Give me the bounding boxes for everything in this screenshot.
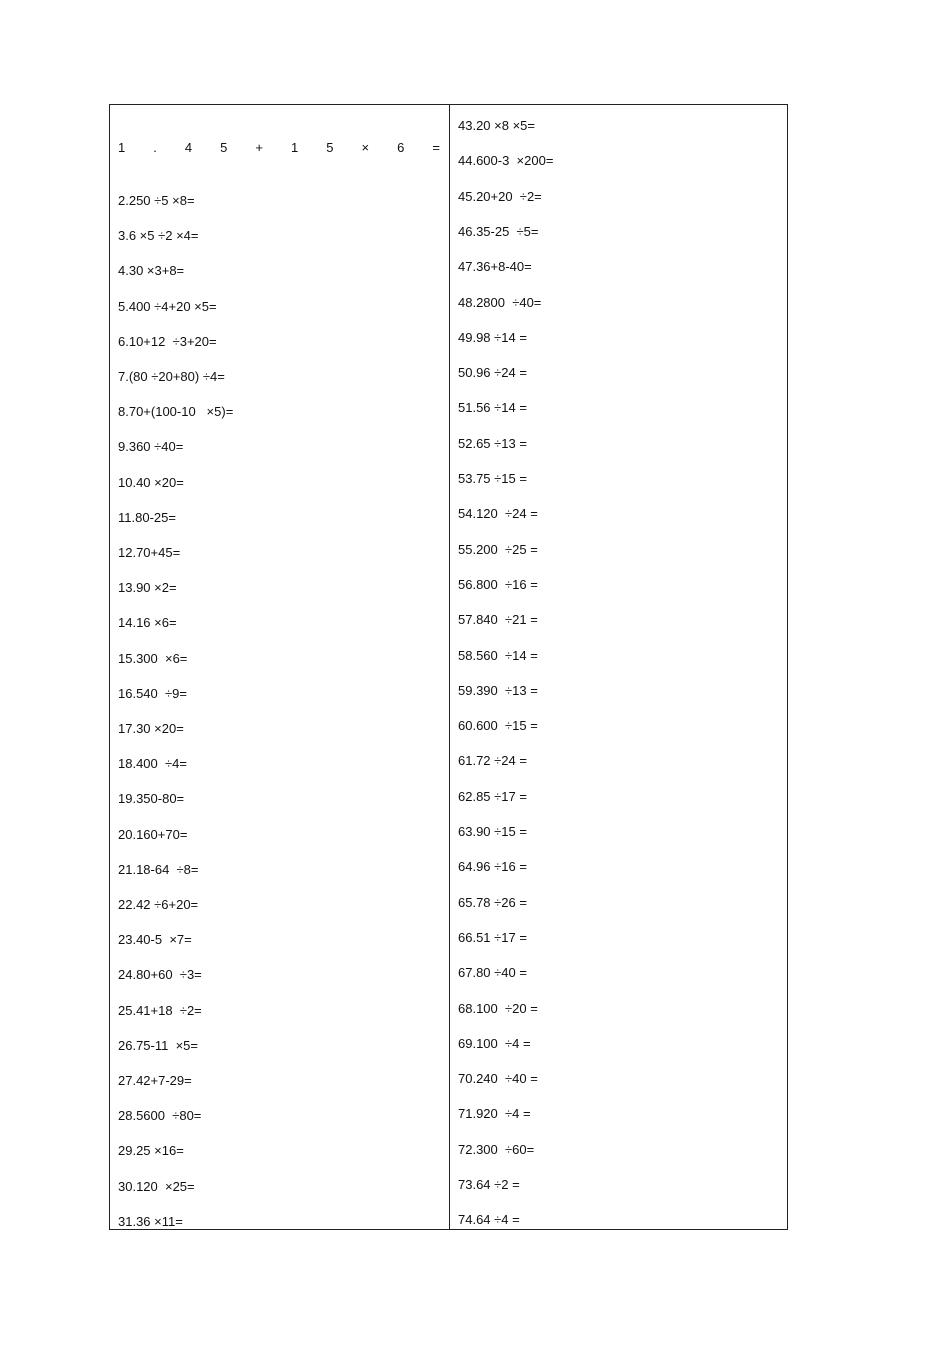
worksheet-table [109,104,788,1230]
problem-item: 13.90 ×2= [118,580,177,596]
problem-item: 18.400 ÷4= [118,756,187,772]
problem-item: 6.10+12 ÷3+20= [118,333,217,349]
problem-item: 72.300 ÷60= [458,1141,535,1157]
problem-item: 44.600-3 ×200= [458,153,554,169]
problem-item: 29.25 ×16= [118,1143,184,1159]
problem-item: 58.560 ÷14 = [458,647,538,663]
problem-item: 68.100 ÷20 = [458,1000,538,1016]
problem-item: 23.40-5 ×7= [118,932,192,948]
problem-item: 71.920 ÷4 = [458,1106,531,1122]
problem-item: 24.80+60 ÷3= [118,967,202,983]
problem-item: 63.90 ÷15 = [458,824,527,839]
problem-1-char: + [255,140,263,155]
problem-item: 8.70+(100-10 ×5)= [118,404,234,420]
problem-item: 59.390 ÷13 = [458,682,538,698]
problem-item: 73.64 ÷2 = [458,1177,520,1192]
problem-item: 14.16 ×6= [118,615,177,631]
problem-1-char: = [432,140,440,155]
problem-item: 56.800 ÷16 = [458,576,538,592]
problem-item: 50.96 ÷24 = [458,365,527,381]
problem-item: 45.20+20 ÷2= [458,188,542,204]
problem-item: 15.300 ×6= [118,650,188,666]
problem-item: 74.64 ÷4 = [458,1212,520,1228]
problem-item: 3.6 ×5 ÷2 ×4= [118,228,199,244]
problem-item: 52.65 ÷13 = [458,435,527,451]
problem-item: 49.98 ÷14 = [458,329,527,345]
problem-item: 70.240 ÷40 = [458,1071,538,1087]
problem-item: 53.75 ÷15 = [458,471,527,486]
problem-item: 22.42 ÷6+20= [118,897,199,912]
problem-item: 21.18-64 ÷8= [118,861,199,877]
problem-item: 55.200 ÷25 = [458,541,538,557]
problem-1-char: 6 [397,140,405,155]
problem-item: 43.20 ×8 ×5= [458,118,535,133]
problem-item: 2.250 ÷5 ×8= [118,193,195,208]
problem-1-char: 1 [118,140,126,155]
problem-1 [118,140,440,156]
problem-item: 57.840 ÷21 = [458,612,538,628]
problem-item: 66.51 ÷17 = [458,929,527,945]
problem-item: 27.42+7-29= [118,1073,192,1088]
problem-1-char: . [153,140,157,155]
problem-item: 17.30 ×20= [118,721,184,736]
problem-item: 11.80-25= [118,509,176,525]
problem-item: 26.75-11 ×5= [118,1037,198,1053]
problem-1-char: 5 [220,140,228,155]
problem-item: 64.96 ÷16 = [458,859,527,875]
problem-item: 20.160+70= [118,826,188,842]
problem-item: 69.100 ÷4 = [458,1035,531,1051]
problem-item: 65.78 ÷26 = [458,894,527,910]
problem-item: 4.30 ×3+8= [118,263,185,279]
problem-item: 10.40 ×20= [118,474,184,490]
problem-item: 7.(80 ÷20+80) ÷4= [118,369,225,384]
problem-item: 54.120 ÷24 = [458,506,538,522]
problem-item: 67.80 ÷40 = [458,965,527,981]
problem-item: 19.350-80= [118,791,185,807]
problem-item: 28.5600 ÷80= [118,1108,202,1124]
problem-item: 46.35-25 ÷5= [458,223,539,239]
problem-item: 61.72 ÷24 = [458,753,527,769]
column-divider [449,105,450,1229]
problem-item: 31.36 ×11= [118,1213,183,1229]
problem-1-char: 1 [291,140,299,155]
problem-item: 47.36+8-40= [458,259,532,275]
problem-item: 51.56 ÷14 = [458,400,527,416]
problem-item: 48.2800 ÷40= [458,294,542,310]
problem-item: 9.360 ÷40= [118,439,184,455]
problem-1-char: 5 [326,140,334,155]
problem-1-char: 4 [184,140,193,155]
problem-item: 16.540 ÷9= [118,685,187,701]
problem-item: 5.400 ÷4+20 ×5= [118,298,217,314]
problem-item: 25.41+18 ÷2= [118,1002,202,1018]
problem-item: 12.70+45= [118,545,181,560]
problem-1-char: × [361,140,370,155]
problem-item: 30.120 ×25= [118,1178,195,1194]
problem-item: 62.85 ÷17 = [458,788,527,804]
problem-item: 60.600 ÷15 = [458,718,538,734]
